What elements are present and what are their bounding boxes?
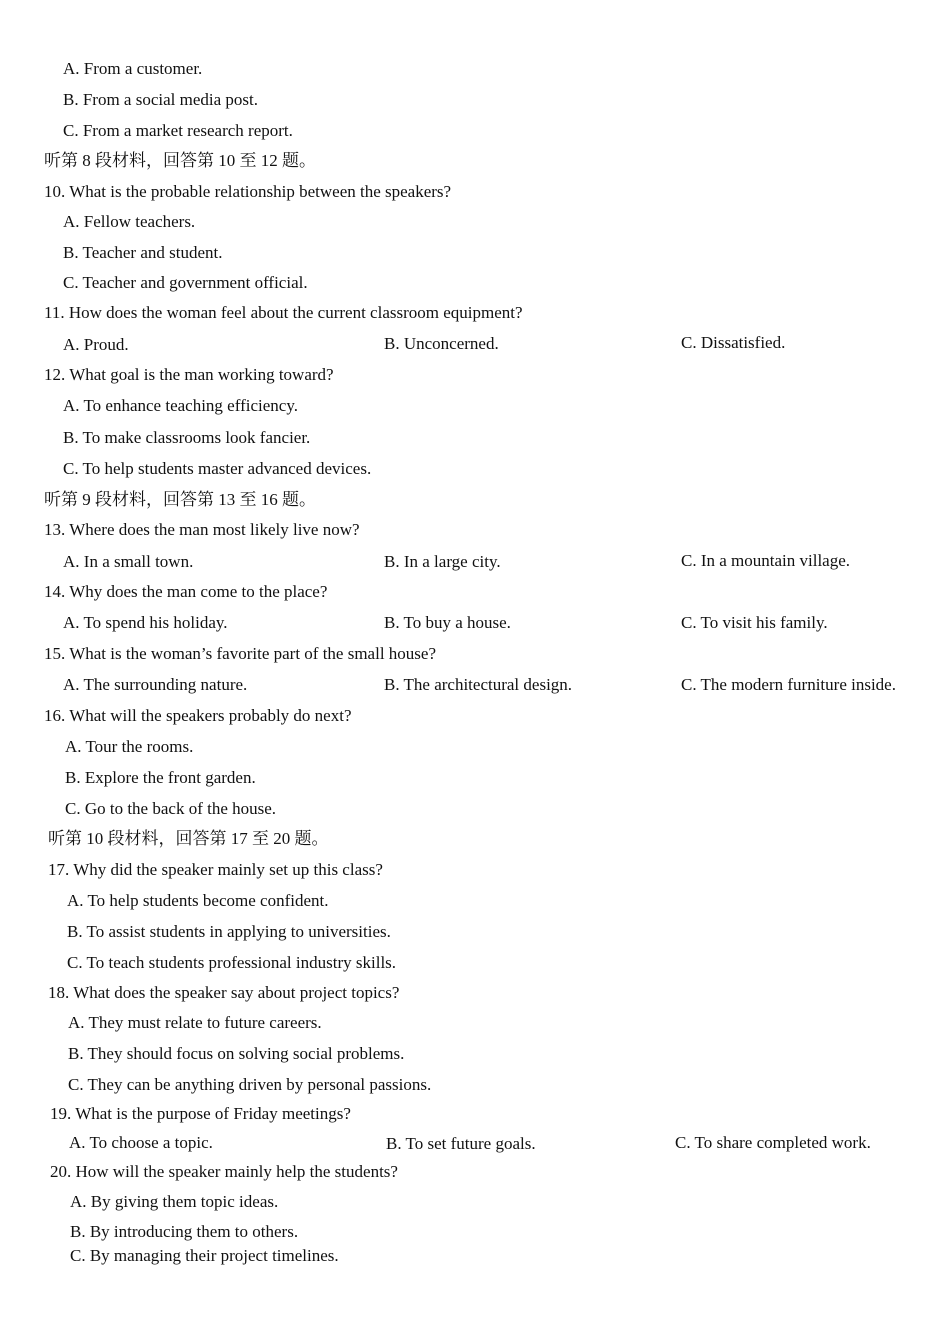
q12-stem: 12. What goal is the man working toward? bbox=[44, 365, 334, 384]
q14-stem: 14. Why does the man come to the place? bbox=[44, 582, 328, 601]
q20-option-b: B. By introducing them to others. bbox=[70, 1222, 299, 1241]
q12-option-a: A. To enhance teaching efficiency. bbox=[63, 396, 298, 415]
section-8-heading: 听第 8 段材料，回答第 10 至 12 题。 bbox=[44, 151, 316, 170]
q19-stem: 19. What is the purpose of Friday meetings? bbox=[50, 1104, 351, 1123]
q15-option-a: A. The surrounding nature. bbox=[63, 675, 248, 694]
q9-option-c: C. From a market research report. bbox=[63, 121, 293, 140]
q17-option-a: A. To help students become confident. bbox=[67, 891, 329, 910]
q11-option-b: B. Unconcerned. bbox=[384, 334, 499, 353]
q15-stem: 15. What is the woman’s favorite part of the small house? bbox=[44, 644, 437, 663]
q9-option-b: B. From a social media post. bbox=[63, 90, 259, 109]
q16-stem: 16. What will the speakers probably do next? bbox=[44, 706, 352, 725]
q10-stem: 10. What is the probable relationship between the speakers? bbox=[44, 182, 452, 201]
q17-option-b: B. To assist students in applying to universities. bbox=[67, 922, 391, 941]
q18-stem: 18. What does the speaker say about project topics? bbox=[48, 983, 400, 1002]
q10-option-c: C. Teacher and government official. bbox=[63, 273, 308, 292]
q19-option-a: A. To choose a topic. bbox=[69, 1133, 213, 1152]
q18-option-a: A. They must relate to future careers. bbox=[68, 1013, 322, 1032]
cropped-previous-line bbox=[40, 36, 380, 46]
q15-option-b: B. The architectural design. bbox=[384, 675, 573, 694]
q11-stem: 11. How does the woman feel about the current classroom equipment? bbox=[44, 303, 523, 322]
q9-option-a: A. From a customer. bbox=[63, 59, 203, 78]
q16-option-a: A. Tour the rooms. bbox=[65, 737, 194, 756]
q12-option-c: C. To help students master advanced devices. bbox=[63, 459, 372, 478]
q11-option-a: A. Proud. bbox=[63, 335, 129, 354]
q16-option-b: B. Explore the front garden. bbox=[65, 768, 256, 787]
q19-option-b: B. To set future goals. bbox=[386, 1134, 536, 1153]
q20-option-a: A. By giving them topic ideas. bbox=[70, 1192, 279, 1211]
q20-option-c: C. By managing their project timelines. bbox=[70, 1246, 339, 1265]
q18-option-b: B. They should focus on solving social problems. bbox=[68, 1044, 405, 1063]
q10-option-a: A. Fellow teachers. bbox=[63, 212, 196, 231]
q14-option-c: C. To visit his family. bbox=[681, 613, 828, 632]
q11-option-c: C. Dissatisfied. bbox=[681, 333, 786, 352]
q13-stem: 13. Where does the man most likely live now? bbox=[44, 520, 360, 539]
q10-option-b: B. Teacher and student. bbox=[63, 243, 223, 262]
section-9-heading: 听第 9 段材料，回答第 13 至 16 题。 bbox=[44, 490, 316, 509]
q13-option-c: C. In a mountain village. bbox=[681, 551, 851, 570]
q14-option-a: A. To spend his holiday. bbox=[63, 613, 228, 632]
q17-option-c: C. To teach students professional industry skills. bbox=[67, 953, 397, 972]
q13-option-a: A. In a small town. bbox=[63, 552, 194, 571]
q15-option-c: C. The modern furniture inside. bbox=[681, 675, 896, 694]
q16-option-c: C. Go to the back of the house. bbox=[65, 799, 277, 818]
q17-stem: 17. Why did the speaker mainly set up this class? bbox=[48, 860, 383, 879]
q12-option-b: B. To make classrooms look fancier. bbox=[63, 428, 311, 447]
q18-option-c: C. They can be anything driven by personal passions. bbox=[68, 1075, 432, 1094]
section-10-heading: 听第 10 段材料，回答第 17 至 20 题。 bbox=[48, 829, 329, 848]
q20-stem: 20. How will the speaker mainly help the students? bbox=[50, 1162, 398, 1181]
q14-option-b: B. To buy a house. bbox=[384, 613, 511, 632]
q19-option-c: C. To share completed work. bbox=[675, 1133, 871, 1152]
q13-option-b: B. In a large city. bbox=[384, 552, 501, 571]
